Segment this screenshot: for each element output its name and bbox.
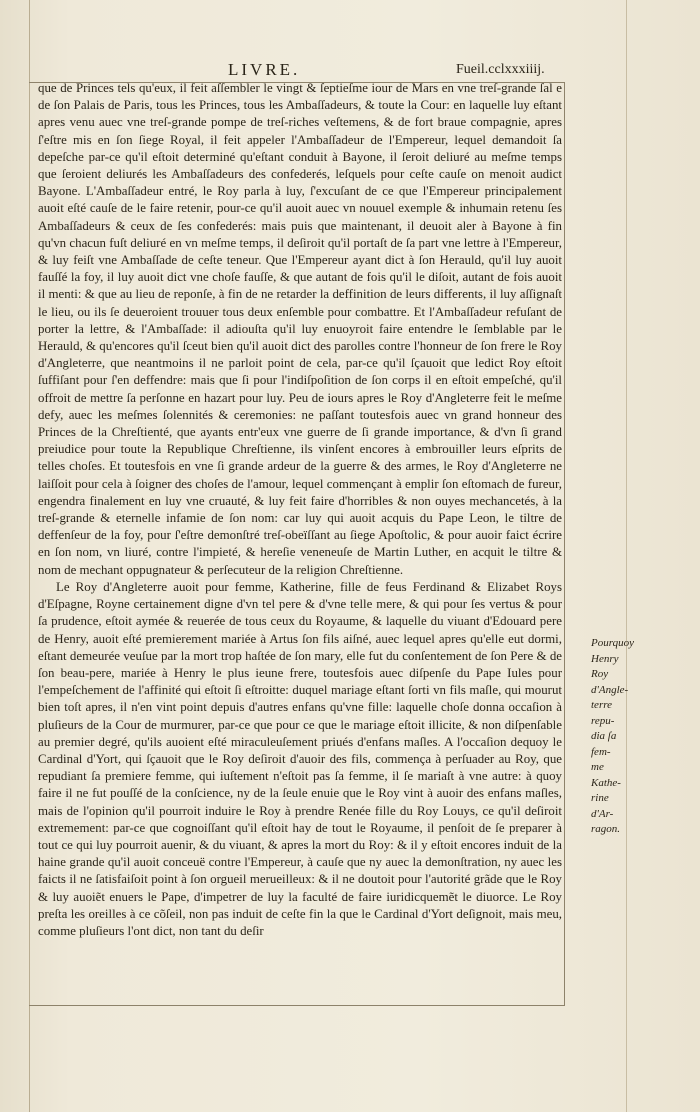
margin-note-line: Pourquoy (591, 637, 634, 649)
bottom-rule (29, 1005, 564, 1006)
body-text (38, 80, 562, 940)
paragraph-1: que de Princes tels qu'eux, il feit aſſembler le vingt & ſeptieſme iour de Mars en vne treſ-grande ſal e de ſon Palais de Paris, tous les Princes, tous les Ambaſſadeurs, & toute la Cour: en laquelle luy eſtant apres venu auec vne treſ-grande pompe de treſ-riches veſtemens, & de fort braue compagnie, apres ſ'eſtre mis en ſon ſiege Royal, il feit appeler l'Ambaſſadeur de l'Empereur, lequel demandoit ſa depeſche par-ce qu'il eſtoit determiné qu'eſtant conduit à Bayone, il ſeroit deliuré au meſme temps que ſeroient deliurés les Ambaſſadeurs des confederés, leſquels pour ceſte cauſe on menoit audict Bayone. L'Ambaſſadeur entré, le Roy parla à luy, ſ'excuſant de ce que l'Empereur principalement auoit eſté cauſe de le faire retenir, pour-ce qu'il auoit auec vn nouuel exemple & inhumain retenu ſes Ambaſſadeurs & ceux de ſes confederés: mais puis que maintenant, il deuoit aler à Bayone à fin qu'vn chacun fuſt deliuré en vn meſme temps, il deſiroit qu'il portaſt de ſa part vne lettre à l'Empereur, & luy feiſt vne Ambaſſade de ceſte teneur. Que l'Empereur ayant dict à ſon Herauld, qu'il luy auoit fauſſé la foy, il luy auoit dict vne choſe fauſſe, & que autant de fois qu'il le diſoit, autant de fois auoit il menti: & que au lieu de reponſe, à fin de ne retarder la deffinition de leurs differents, il luy aſſignaſt le lieu, ou ils ſe deueroient trouuer tous deux enſemble pour combattre. Et l'Ambaſſadeur refuſant de porter la lettre, & l'Ambaſſade: il adiouſta qu'il luy enuoyroit faire entendre le ſemblable par le Herauld, & qu'encores qu'il ſceut bien qu'il auoit dict des parolles contre l'honneur de ſon frere le Roy d'Angleterre, que neantmoins il ne parloit point de cela, par-ce qu'il ſçauoit que ledict Roy eſtoit ſuffiſant pour ſ'en deffendre: mais que ſi pour l'indiſpoſition de ſon corps il en eſtoit empeſché, qu'il offroit de mettre ſa perſonne en hazart pour luy. Peu de iours apres le Roy d'Angleterre feit le meſme defy, auec les meſmes ſolennités & ceremonies: ne paſſant toutesfois auec vn grand honneur des Princes de la Chreſtienté, que ayants entr'eux vne guerre de ſi grande importance, & d'vn ſi grand preiudice pour toute la Republique Chreſtienne, ils vinſent encores à embrouiller leurs eſprits de telles choſes. Et toutesfois en vne ſi grande ardeur de la guerre & des armes, le Roy d'Angleterre ne laiſſoit pour cela à ſoigner des choſes de l'amour, lequel commençant à emplir ſon eſtomach de fureur, engendra finalement en luy vne cruauté, & luy feit faire d'horribles & non ouyes mechancetés, à la treſ-grande & eternelle infamie de ſon nom: car luy qui auoit acquis du Pape Leon, le tiltre de deffenſeur de la foy, pour ſ'eſtre demonſtré treſ-obeïſſant au ſiege Apoſtolic, & pour auoir faict écrire en ſon nom, vn liuré, contre l'impieté, & hereſie veneneuſe de Martin Luther, en acquit le tiltre & nom de mechant oppugnateur & perſecuteur de la religion Chreſtienne. (38, 81, 562, 577)
right-frame-line (626, 0, 627, 1112)
margin-note-line: rine d'Ar- (591, 792, 614, 820)
paragraph-2: Le Roy d'Angleterre auoit pour femme, Katherine, fille de feus Ferdinand & Elizabet Roys d'Eſpagne, Royne certainement digne d'vn tel pere & d'vne telle mere, & qui pour ſes vertus & pour ſa prudence, eſtoit aymée & reuerée de tous ceux du Royaume, & laquelle du viuant d'Edouard pere de Henry, auoit eſté premierement mariée à Artus ſon fils aiſné, auec lequel apres qu'elle eut dormi, eſtant demeurée veuſue par la mort trop haſtée de ſon mary, elle fut du conſentement de ſon Pere & de ſon beau-pere, mariée à Henry le plus ieune frere, toutesfois auec diſpenſe du Pape Iules pour l'empeſchement de l'affinité qui eſtoit ſi eſtroitte: duquel mariage eſtant ſorti vn fils maſle, qui mourut bien toſt apres, il n'en vint point depuis d'autres enfans qu'vne fille: laquelle choſe donna occaſion à pluſieurs de la Cour de murmurer, par-ce que pour ce que le mariage eſtoit illicite, & non diſpenſable au premier degré, qu'ils auoient eſté miraculeuſement priués d'enfans maſles. A l'occaſion dequoy le Cardinal d'Yort, qui ſçauoit que le Roy deſiroit d'auoir des fils, commença à perſuader au Roy, que repudiant ſa premiere femme, qui iuſtement n'eſtoit pas ſa femme, il ſe mariaſt à vne autre: à quoy faire il ne fut pouſſé de la conſcience, ny de la ſeule enuie que le Roy vint à auoir des enfans maſles, mais de l'opinion qu'il pourroit induire le Roy à prendre Renée fille du Roy Louys, ce qu'il deſiroit extremement: par-ce que cognoiſſant qu'il eſtoit hay de tout le Royaume, il penſoit de ſe preparer à tout ce qui luy pourroit auenir, & du viuant, & apres la mort du Roy: & il y eſtoit encores induit de la haine grande qu'il auoit conceuë contre l'Empereur, à cauſe que ny auec la demonſtration, ny auec les faicts il ne ſatisfaiſoit point à ſon orgueil merueilleux: & il ne doutoit pour l'autorité grãde que le Roy & luy auoiẽt enuers le Pape, d'impetrer de luy la faculté de faire iuridicquemẽt le diuorce. Le Roy preſta les oreilles à ce cõſeil, non pas induit de ceſte fin la que le Cardinal d'Yort deſignoit, mais meu, comme pluſieurs l'ont dict, non tant du deſir (38, 579, 562, 938)
margin-note-line: dia ſa fem- (591, 730, 617, 758)
folio-number: Fueil.cclxxxiiij. (456, 62, 545, 77)
margin-note-line: terre repu- (591, 699, 615, 727)
margin-note-line: d'Angle- (591, 683, 629, 696)
margin-note-line: Henry Roy (591, 652, 619, 680)
margin-rule (564, 82, 565, 1006)
left-frame-line (29, 0, 30, 1112)
margin-note-line: ragon. (591, 823, 621, 835)
running-title: LIVRE. (228, 60, 301, 79)
margin-note-line: me Kathe- (591, 761, 621, 789)
margin-note (591, 636, 634, 838)
